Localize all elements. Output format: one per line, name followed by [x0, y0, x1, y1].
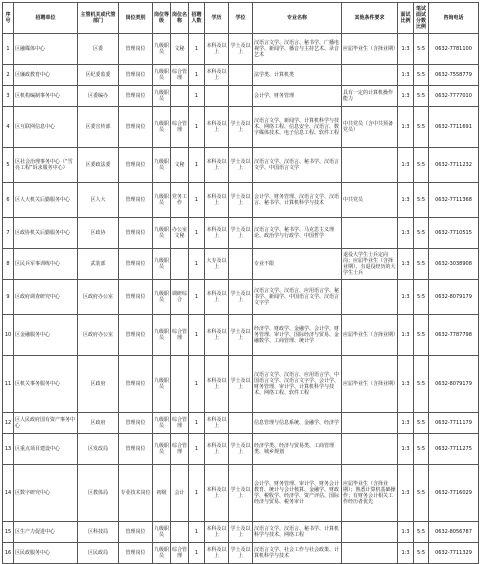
cell-degree [229, 249, 253, 280]
cell-score-ratio: 5:5 [414, 465, 429, 522]
cell-department: 区委 [78, 34, 119, 65]
cell-phone: 0632-7777010 [429, 86, 479, 107]
cell-phone: 0632-8079179 [429, 356, 479, 413]
table-row [3, 65, 479, 86]
header-cell: 笔试面试分数比例 [414, 3, 429, 34]
cell-score-ratio: 5:5 [414, 543, 429, 564]
cell-unit: 区民政服务中心 [14, 543, 78, 564]
cell-index: 14 [3, 465, 14, 522]
cell-index: 15 [3, 522, 14, 543]
cell-score-ratio: 5:5 [414, 107, 429, 148]
cell-post-type: 管理岗位 [119, 356, 153, 413]
cell-post-name [171, 522, 189, 543]
table-row [3, 218, 479, 249]
cell-post-type: 管理岗位 [119, 413, 153, 434]
cell-phone: 0632-7558779 [429, 65, 479, 86]
cell-headcount: 1 [189, 183, 205, 218]
cell-education: 本科及以上 [205, 65, 229, 86]
cell-unit: 区重点项目建设中心 [14, 434, 78, 465]
cell-phone: 0632-7711179 [429, 413, 479, 434]
cell-post-level: 九级职员 [153, 65, 171, 86]
cell-headcount: 1 [189, 107, 205, 148]
cell-interview-ratio: 1:3 [398, 356, 414, 413]
cell-post-level: 九级职员 [153, 434, 171, 465]
cell-headcount: 1 [189, 356, 205, 413]
cell-unit: 区互联网信息中心 [14, 107, 78, 148]
cell-post-name [171, 356, 189, 413]
cell-phone: 0632-7787798 [429, 315, 479, 356]
cell-unit: 区融媒体中心 [14, 34, 78, 65]
cell-headcount: 1 [189, 249, 205, 280]
cell-post-type: 管理岗位 [119, 107, 153, 148]
cell-headcount: 1 [189, 522, 205, 543]
cell-major: 信息管理与信息系统、金融学、经济学 [253, 413, 342, 434]
cell-post-type: 管理岗位 [119, 65, 153, 86]
cell-department: 区政府 [78, 413, 119, 434]
cell-major: 会计学、财务管理、汉语言文学、汉语言、秘书学、计算机科学与技术 [253, 183, 342, 218]
cell-index: 5 [3, 148, 14, 183]
cell-post-type: 管理岗位 [119, 148, 153, 183]
cell-post-level: 九级职员 [153, 249, 171, 280]
cell-interview-ratio: 1:3 [398, 413, 414, 434]
cell-score-ratio: 5:5 [414, 86, 429, 107]
cell-headcount: 1 [189, 465, 205, 522]
cell-phone: 0632-8056787 [429, 522, 479, 543]
cell-degree: 学士及以上 [229, 356, 253, 413]
cell-score-ratio: 5:5 [414, 148, 429, 183]
cell-post-name: 综合管理 [171, 107, 189, 148]
cell-requirements: 中共党员 [342, 183, 398, 218]
cell-index: 3 [3, 86, 14, 107]
cell-requirements [342, 522, 398, 543]
cell-degree: 学士及以上 [229, 280, 253, 315]
cell-headcount: 1 [189, 86, 205, 107]
cell-post-type: 管理岗位 [119, 280, 153, 315]
cell-post-level: 九级职员 [153, 183, 171, 218]
cell-degree [229, 86, 253, 107]
cell-post-type: 管理岗位 [119, 434, 153, 465]
cell-education: 本科及以上 [205, 522, 229, 543]
cell-education: 本科及以上 [205, 356, 229, 413]
cell-headcount: 1 [189, 315, 205, 356]
cell-education: 本科及以上 [205, 465, 229, 522]
cell-major: 汉语言文学、社会工作与社会政策、计算机科学与技术 [253, 543, 342, 564]
cell-headcount: 1 [189, 434, 205, 465]
cell-interview-ratio: 1:3 [398, 280, 414, 315]
recruitment-table [2, 2, 479, 564]
cell-post-name: 文秘 [171, 148, 189, 183]
cell-degree: 学士及以上 [229, 522, 253, 543]
cell-phone: 0632-7711329 [429, 543, 479, 564]
cell-post-type: 管理岗位 [119, 218, 153, 249]
cell-unit: 区人大机关后勤服务中心 [14, 183, 78, 218]
table-row [3, 465, 479, 522]
cell-department: 区民政局 [78, 543, 119, 564]
cell-education: 本科及以上 [205, 107, 229, 148]
cell-interview-ratio: 1:3 [398, 183, 414, 218]
cell-degree: 学士及以上 [229, 34, 253, 65]
cell-score-ratio: 5:5 [414, 65, 429, 86]
cell-education: 本科及以上 [205, 148, 229, 183]
cell-post-type: 管理岗位 [119, 543, 153, 564]
cell-interview-ratio: 1:3 [398, 434, 414, 465]
cell-post-type: 管理岗位 [119, 86, 153, 107]
cell-major: 汉语言文学、汉语言、秘书学、汉语言文学、中国语言文学 [253, 148, 342, 183]
cell-index: 7 [3, 218, 14, 249]
cell-department: 区教体局 [78, 465, 119, 522]
cell-degree [229, 413, 253, 434]
cell-post-level: 九级职员 [153, 522, 171, 543]
cell-degree: 学士及以上 [229, 218, 253, 249]
cell-unit: 区民兵军事训练中心 [14, 249, 78, 280]
cell-major: 经济学类、经济与贸易类、工商管理类、城乡规划 [253, 434, 342, 465]
cell-post-level: 初级 [153, 465, 171, 522]
cell-unit: 区数字研究中心 [14, 465, 78, 522]
header-cell: 咨询电话 [429, 3, 479, 34]
cell-index: 12 [3, 413, 14, 434]
table-row [3, 86, 479, 107]
cell-post-name: 综合管理 [171, 543, 189, 564]
cell-post-name: 文秘 [171, 34, 189, 65]
cell-post-level: 九级职员 [153, 86, 171, 107]
cell-degree: 学士及以上 [229, 465, 253, 522]
table-row [3, 434, 479, 465]
cell-post-level: 九级职员 [153, 543, 171, 564]
cell-department: 区政府办公室 [78, 280, 119, 315]
cell-index: 10 [3, 315, 14, 356]
header-row [3, 3, 479, 34]
cell-degree: 学士及以上 [229, 107, 253, 148]
cell-post-type: 管理岗位 [119, 183, 153, 218]
cell-phone: 0632-7716029 [429, 465, 479, 522]
cell-headcount: 1 [189, 65, 205, 86]
cell-unit: 区政府调查研究中心 [14, 280, 78, 315]
cell-requirements: 应届毕业生（含择业期） [342, 315, 398, 356]
cell-post-name: 党务工作 [171, 183, 189, 218]
cell-requirements [342, 218, 398, 249]
cell-major: 汉语言文学、秘书学、马克思主义理论、政治学与行政学、中国哲学 [253, 218, 342, 249]
cell-major: 经济学、财政学、金融学、会计学、财务管理、审计学、国际经济与贸易、金融数学、工商管理、统计学 [253, 315, 342, 356]
cell-headcount: 1 [189, 218, 205, 249]
cell-phone: 0632-8079179 [429, 280, 479, 315]
cell-post-level: 九级职员 [153, 356, 171, 413]
cell-interview-ratio: 1:3 [398, 218, 414, 249]
cell-score-ratio: 5:5 [414, 183, 429, 218]
cell-major: 汉语言文学、新闻学、计算机科学与技术、网络工程、信息安全、汉语言、数字媒体技术、电子信息工程、软件工程 [253, 107, 342, 148]
cell-major: 专业不限 [253, 249, 342, 280]
cell-interview-ratio: 1:3 [398, 522, 414, 543]
cell-education: 本科及以上 [205, 280, 229, 315]
cell-post-level: 九级职员 [153, 280, 171, 315]
cell-index: 9 [3, 280, 14, 315]
header-cell: 面试比例 [398, 3, 414, 34]
cell-phone: 0632-7711275 [429, 434, 479, 465]
table-row [3, 280, 479, 315]
cell-phone: 0632-7710515 [429, 218, 479, 249]
cell-education: 大专及以上 [205, 249, 229, 280]
cell-department: 区委编办 [78, 86, 119, 107]
cell-degree: 学士及以上 [229, 543, 253, 564]
cell-interview-ratio: 1:3 [398, 543, 414, 564]
cell-interview-ratio: 1:3 [398, 34, 414, 65]
cell-unit: 区金融服务中心 [14, 315, 78, 356]
cell-degree: 学士及以上 [229, 183, 253, 218]
cell-major: 汉语言文学、汉语言、应用语言学、中国语言文学、汉语言文字学、会计学、财务管理、审计学、计算机科学与技术、网络工程、软件工程 [253, 356, 342, 413]
cell-education: 本科及以上 [205, 413, 229, 434]
cell-requirements [342, 65, 398, 86]
cell-requirements [342, 413, 398, 434]
cell-department: 区科技局 [78, 522, 119, 543]
cell-unit: 区廉政教育中心 [14, 65, 78, 86]
cell-score-ratio: 5:5 [414, 34, 429, 65]
cell-degree [229, 65, 253, 86]
cell-index: 2 [3, 65, 14, 86]
cell-post-type: 管理岗位 [119, 315, 153, 356]
cell-unit: 区机关事务服务中心 [14, 356, 78, 413]
cell-score-ratio: 5:5 [414, 315, 429, 356]
cell-phone: 0632-3038908 [429, 249, 479, 280]
cell-unit: 区生产力促进中心 [14, 522, 78, 543]
cell-requirements: 退役大学生士兵定向岗；应届毕业生（含择业期）、有退役经历的大学生士兵 [342, 249, 398, 280]
cell-requirements [342, 280, 398, 315]
table-row [3, 107, 479, 148]
cell-post-type: 管理岗位 [119, 249, 153, 280]
cell-department: 区人大 [78, 183, 119, 218]
cell-requirements [342, 148, 398, 183]
cell-department: 区政府 [78, 356, 119, 413]
cell-post-level: 九级职员 [153, 34, 171, 65]
header-cell: 其他条件要求 [342, 3, 398, 34]
header-cell: 招聘单位 [14, 3, 78, 34]
cell-interview-ratio: 1:3 [398, 315, 414, 356]
cell-interview-ratio: 1:3 [398, 107, 414, 148]
cell-phone: 0632-7711691 [429, 107, 479, 148]
cell-post-level: 九级职员 [153, 107, 171, 148]
cell-department: 区发改局 [78, 434, 119, 465]
cell-headcount: 1 [189, 148, 205, 183]
cell-degree: 学士及以上 [229, 315, 253, 356]
cell-unit: 区人民政府国有资产事务中心 [14, 413, 78, 434]
cell-degree: 学士及以上 [229, 148, 253, 183]
cell-score-ratio: 5:5 [414, 249, 429, 280]
cell-requirements: 应届毕业生（含择业期） [342, 356, 398, 413]
table-row [3, 522, 479, 543]
cell-score-ratio: 5:5 [414, 434, 429, 465]
cell-post-level: 九级职员 [153, 218, 171, 249]
cell-requirements: 中共党员（含中共预备党员） [342, 107, 398, 148]
cell-education: 本科及以上 [205, 183, 229, 218]
header-cell: 学位 [229, 3, 253, 34]
cell-department: 区委政法委 [78, 148, 119, 183]
cell-post-name: 综合管理 [171, 65, 189, 86]
cell-index: 6 [3, 183, 14, 218]
cell-headcount: 1 [189, 413, 205, 434]
cell-interview-ratio: 1:3 [398, 148, 414, 183]
cell-index: 13 [3, 434, 14, 465]
cell-phone: 0632-7711232 [429, 148, 479, 183]
cell-unit: 区政协机关后勤服务中心 [14, 218, 78, 249]
cell-requirements: 应届毕业生（含择业期）；熟悉计算机基础操作；有财务会计相关工作经历者优先 [342, 465, 398, 522]
cell-score-ratio: 5:5 [414, 218, 429, 249]
table-row [3, 543, 479, 564]
table-row [3, 249, 479, 280]
cell-interview-ratio: 1:3 [398, 86, 414, 107]
recruitment-table-sheet [2, 2, 478, 559]
header-cell: 岗位类别 [119, 3, 153, 34]
cell-headcount: 1 [189, 280, 205, 315]
cell-requirements: 具有一定的计算机操作能力 [342, 86, 398, 107]
cell-education [205, 86, 229, 107]
cell-education: 本科及以上 [205, 34, 229, 65]
header-cell: 招聘人数 [189, 3, 205, 34]
cell-department: 区政协 [78, 218, 119, 249]
cell-major: 会计学、财务管理 [253, 86, 342, 107]
cell-requirements [342, 434, 398, 465]
cell-department: 区纪委监委 [78, 65, 119, 86]
header-cell: 序号 [3, 3, 14, 34]
table-row [3, 148, 479, 183]
cell-unit: 区社会治理事务中心（“雪亮工程”诉求服务中心） [14, 148, 78, 183]
table-row [3, 356, 479, 413]
cell-degree: 学士及以上 [229, 434, 253, 465]
cell-post-name: 综合管理 [171, 434, 189, 465]
header-cell: 学历 [205, 3, 229, 34]
cell-index: 11 [3, 356, 14, 413]
cell-major: 汉语言文学、汉语言、秘书学、广播电视学、新闻学、播音与主持艺术、录音艺术 [253, 34, 342, 65]
cell-requirements: 应届毕业生（含择业期） [342, 34, 398, 65]
cell-post-type: 管理岗位 [119, 34, 153, 65]
cell-education: 本科及以上 [205, 434, 229, 465]
cell-post-name [171, 86, 189, 107]
table-row [3, 34, 479, 65]
cell-interview-ratio: 1:3 [398, 465, 414, 522]
cell-post-type: 专业技术岗位 [119, 465, 153, 522]
cell-post-level: 九级职员 [153, 413, 171, 434]
cell-score-ratio: 5:5 [414, 356, 429, 413]
cell-post-name: 综合管理 [171, 315, 189, 356]
cell-major: 汉语言文学、汉语言、应用语言学、秘书学、新闻学、中国语言文学、汉语言文字学 [253, 280, 342, 315]
table-row [3, 183, 479, 218]
cell-major: 法学类、计算机类 [253, 65, 342, 86]
cell-score-ratio: 5:5 [414, 413, 429, 434]
cell-interview-ratio: 1:3 [398, 65, 414, 86]
cell-headcount: 1 [189, 34, 205, 65]
cell-index: 4 [3, 107, 14, 148]
table-row [3, 315, 479, 356]
header-cell: 岗位名称 [171, 3, 189, 34]
cell-education: 本科及以上 [205, 543, 229, 564]
cell-major: 会计学、财务管理、审计学、财务会计教育、统计与会计核算、金融学、财政学、税收学、经济学、资产评估、国际经济与贸易、税务审计 [253, 465, 342, 522]
cell-requirements [342, 543, 398, 564]
cell-phone: 0632-7781100 [429, 34, 479, 65]
cell-department: 区委宣传部 [78, 107, 119, 148]
cell-major: 汉语言文学、汉语言、秘书学、计算机科学与技术、网络工程 [253, 522, 342, 543]
cell-score-ratio: 5:5 [414, 280, 429, 315]
cell-post-name: 调研综合 [171, 280, 189, 315]
cell-post-name: 办公室文秘 [171, 218, 189, 249]
cell-post-level: 九级职员 [153, 315, 171, 356]
cell-score-ratio: 5:5 [414, 522, 429, 543]
table-row [3, 413, 479, 434]
cell-post-name: 综合管理 [171, 413, 189, 434]
cell-department: 武装部 [78, 249, 119, 280]
header-cell: 主管机关或代管部门 [78, 3, 119, 34]
cell-phone: 0632-7711368 [429, 183, 479, 218]
cell-post-level: 九级职员 [153, 148, 171, 183]
cell-interview-ratio: 1:3 [398, 249, 414, 280]
cell-post-name [171, 249, 189, 280]
header-cell: 岗位等级 [153, 3, 171, 34]
cell-post-type: 管理岗位 [119, 522, 153, 543]
header-cell: 专业名称 [253, 3, 342, 34]
cell-unit: 区机构编制事务中心 [14, 86, 78, 107]
cell-index: 16 [3, 543, 14, 564]
cell-index: 1 [3, 34, 14, 65]
cell-headcount: 1 [189, 543, 205, 564]
cell-index: 8 [3, 249, 14, 280]
cell-education: 本科及以上 [205, 315, 229, 356]
cell-department: 区政府办公室 [78, 315, 119, 356]
cell-post-name: 会计 [171, 465, 189, 522]
cell-education: 本科及以上 [205, 218, 229, 249]
